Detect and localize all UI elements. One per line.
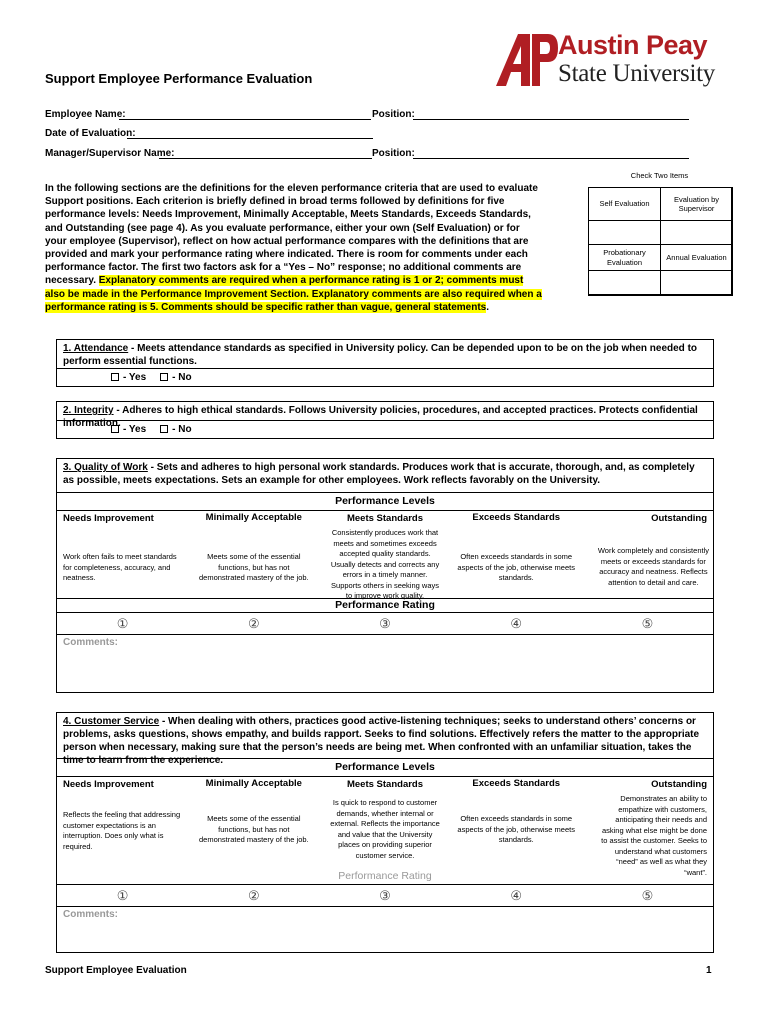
footer-title: Support Employee Evaluation [45,965,187,976]
university-logo [494,30,730,92]
service-level-5 [582,777,713,877]
level-description: Demonstrates an ability to empathize with customers, anticipating their needs and asking what else might be done to assist the customer. Seeks to understand what customers “need” as well as what they “want”. [601,794,708,877]
rating-option-1[interactable]: ① [116,887,129,903]
integrity-title: 2. Integrity [63,405,114,416]
quality-level-2 [188,511,319,598]
attendance-definition [57,340,713,368]
rating-option-4[interactable]: ④ [510,615,523,631]
self-evaluation-label: Self Evaluation [588,187,661,221]
manager-position-label: Position: [372,148,415,159]
attendance-yes-option[interactable] [111,372,146,383]
rating-option-3[interactable]: ③ [379,615,391,631]
document-title: Support Employee Performance Evaluation [45,71,313,86]
position-field[interactable] [413,119,689,120]
quality-text: - Sets and adheres to high personal work standards. Produces work that is accurate, thorough, and, as completely as possible, meets expectations. Sets an example for other employees. Work reflects favorably on the University. [63,462,695,486]
page-number: 1 [706,965,712,976]
rating-option-2[interactable]: ② [247,615,260,631]
rating-option-5[interactable]: ⑤ [641,615,654,631]
checkbox-icon[interactable] [111,373,119,381]
level-description: Meets some of the essential functions, but has not demonstrated mastery of the job. [198,814,309,844]
level-heading: Exceeds Standards [472,512,561,523]
integrity-yes-option[interactable] [111,424,146,435]
service-performance-levels-heading: Performance Levels [57,758,713,776]
level-description: Is quick to respond to customer demands, whether internal or external. Reflects the importance and value that the University places on providing superior customer service. [330,798,440,860]
evaluation-type-grid [588,187,732,295]
self-evaluation-checkbox[interactable] [588,220,661,245]
level-description: Often exceeds standards in some aspects of the job, otherwise meets standards. [457,552,575,582]
quality-level-4 [451,511,582,598]
level-heading: Exceeds Standards [472,778,561,789]
instructions-highlighted-text: Explanatory comments are required when a performance rating is 1 or 2; comments must also be made in the Performance Improvement Section. Explanatory comments are also required when a performance rating is 5. Comments should be specific rather than vague, general statements [45,275,542,313]
supervisor-evaluation-checkbox[interactable] [660,220,733,245]
level-heading: Outstanding [651,779,708,790]
brand-line-1: Austin Peay [558,30,708,60]
quality-level-5 [582,511,713,598]
level-heading: Needs Improvement [63,779,154,790]
comments-label: Comments: [63,637,119,648]
yes-label: - Yes [123,372,147,383]
quality-of-work-section [56,458,714,693]
service-level-2 [188,777,319,870]
employee-name-label: Employee Name: [45,109,126,120]
level-description: Often exceeds standards in some aspects of the job, otherwise meets standards. [457,814,575,844]
ap-logo-mark-icon [494,30,558,88]
manager-name-label: Manager/Supervisor Name: [45,148,175,159]
integrity-definition [57,402,713,429]
probationary-evaluation-checkbox[interactable] [588,270,661,296]
manager-position-field[interactable] [413,158,689,159]
quality-level-1 [57,511,188,598]
checkbox-icon[interactable] [160,373,168,381]
comments-label: Comments: [63,909,119,920]
service-comments-field[interactable] [57,906,713,964]
position-label: Position: [372,109,415,120]
service-rating-row [57,884,713,906]
integrity-yes-no [57,420,713,438]
instructions-text: In the following sections are the definitions for the eleven performance criteria that are used to evaluate Support positions. Each criterion is briefly defined in broad terms followed by definitions for five performance levels: Needs Improvement, Minimally Acceptable, Meets Standards, Exceeds Standards, and Outstanding (see page 4). As you evaluate performance, either your own (Self Evaluation) or for your employee (Supervisor), reflect on how actual performance compares with the definitions that are provided and mark your performance rating where indicated. There is room for comments under each performance factor. The first two factors ask for a “Yes – No” response; no additional comments are necessary. [45,183,538,287]
yes-label: - Yes [123,424,147,435]
attendance-title: 1. Attendance [63,343,129,354]
attendance-text: - Meets attendance standards as specified in University policy. Can be depended upon to be on the job when needed to perform essential functions. [63,343,698,367]
rating-option-1[interactable]: ① [116,615,129,631]
service-text: - When dealing with others, practices good active-listening techniques; seeks to understand others’ concerns or problems, asks questions, shows empathy, and builds rapport. Seeks to find solutions. Effectively refers the matter to the appropriate person when necessary, making sure that the person’s needs are being met. When confronted with an unfamiliar situation, takes the time to learn from the experience. [63,716,700,766]
quality-level-3 [319,511,450,598]
level-description: Work completely and consistently meets or exceeds standards for accuracy and neatness. Reflects attention to detail and care. [597,546,709,587]
rating-option-3[interactable]: ③ [379,887,391,903]
level-heading: Minimally Acceptable [205,512,302,523]
service-title: 4. Customer Service [63,716,160,727]
quality-levels-row [57,510,713,598]
supervisor-evaluation-label: Evaluation by Supervisor [660,187,733,221]
integrity-no-option[interactable] [160,424,191,435]
service-definition [57,713,713,766]
rating-option-5[interactable]: ⑤ [641,887,654,903]
level-description: Work often fails to meet standards for completeness, accuracy, and neatness. [63,552,177,582]
level-description: Consistently produces work that meets and sometimes exceeds accepted quality standards. Usually detects and corrects any errors in a timely manner. Supports others in seeking ways to improve work quality. [330,528,440,600]
service-performance-rating-heading: Performance Rating [338,870,432,882]
employee-name-field[interactable] [119,119,371,120]
instructions-end: . [486,301,490,313]
level-heading: Outstanding [651,513,708,524]
level-heading: Meets Standards [346,513,424,524]
check-two-items-heading: Check Two Items [630,171,689,180]
level-description: Reflects the feeling that addressing customer expectations is an interruption. Does only what is required. [63,810,181,851]
quality-performance-levels-heading: Performance Levels [57,492,713,510]
customer-service-section [56,712,714,953]
no-label: - No [172,424,192,435]
level-description: Meets some of the essential functions, but has not demonstrated mastery of the job. [198,552,309,582]
level-heading: Minimally Acceptable [205,778,302,789]
brand-line-2: State University [558,60,715,87]
attendance-no-option[interactable] [160,372,191,383]
attendance-section [56,339,714,387]
level-heading: Meets Standards [346,779,424,790]
quality-comments-field[interactable] [57,634,713,690]
quality-definition [57,459,713,492]
integrity-section [56,401,714,439]
integrity-text: - Adheres to high ethical standards. Follows University policies, procedures, and accepted practices. Protects confidential information. [63,405,698,429]
evaluation-date-label: Date of Evaluation: [45,128,136,139]
level-heading: Needs Improvement [63,513,154,524]
no-label: - No [172,372,192,383]
rating-option-2[interactable]: ② [247,887,260,903]
quality-performance-rating-heading: Performance Rating [57,598,713,612]
service-level-1 [57,777,188,870]
probationary-evaluation-label: Probationary Evaluation [588,244,661,271]
attendance-yes-no [57,368,713,386]
service-level-3 [319,777,450,870]
checkbox-icon[interactable] [160,425,168,433]
quality-rating-row [57,612,713,634]
annual-evaluation-checkbox[interactable] [660,270,733,296]
service-level-4 [451,777,582,870]
quality-title: 3. Quality of Work [63,462,148,473]
instructions-paragraph [45,182,543,314]
evaluation-date-field[interactable] [127,138,373,139]
manager-name-field[interactable] [159,158,372,159]
annual-evaluation-label: Annual Evaluation [660,244,733,271]
rating-option-4[interactable]: ④ [510,887,523,903]
checkbox-icon[interactable] [111,425,119,433]
